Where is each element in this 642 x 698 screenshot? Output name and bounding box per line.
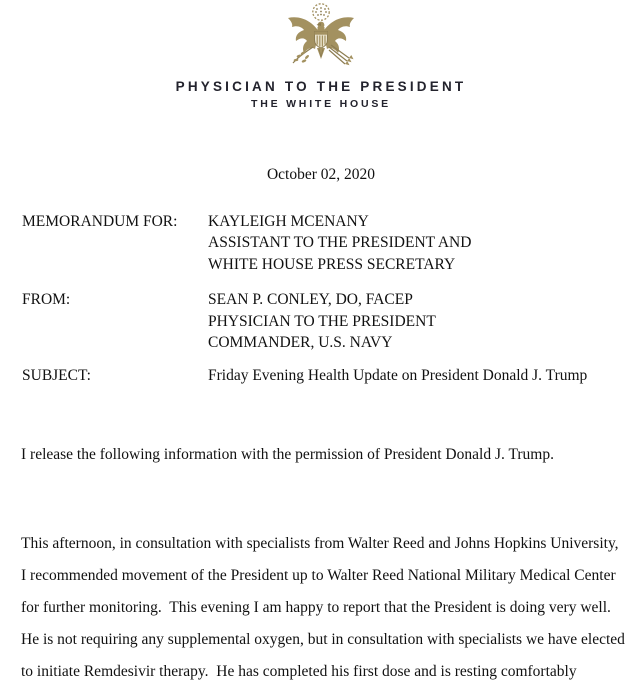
letterhead-subtitle: THE WHITE HOUSE xyxy=(250,98,391,110)
body-paragraph-2-line-4: He is not requiring any supplemental oxygen, but in consultation with specialists we have elected xyxy=(21,631,625,648)
presidential-seal xyxy=(277,1,365,74)
memo-for-recipient-title-2: WHITE HOUSE PRESS SECRETARY xyxy=(208,256,456,273)
memo-subject-text: Friday Evening Health Update on President Donald J. Trump xyxy=(208,367,588,384)
memo-for-label: MEMORANDUM FOR: xyxy=(22,213,178,230)
body-paragraph-2-line-2: I recommended movement of the President up to Walter Reed National Military Medical Center xyxy=(21,567,616,584)
memo-from-label: FROM: xyxy=(22,291,71,308)
memo-from-sender-title-1: PHYSICIAN TO THE PRESIDENT xyxy=(208,313,436,330)
body-paragraph-1: I release the following information with the permission of President Donald J. Trump. xyxy=(21,446,554,463)
memo-from-sender-title-2: COMMANDER, U.S. NAVY xyxy=(208,334,393,351)
letterhead-title: PHYSICIAN TO THE PRESIDENT xyxy=(175,79,467,94)
great-seal-eagle-icon xyxy=(277,1,365,74)
document-date: October 02, 2020 xyxy=(266,166,376,183)
memo-from-sender-name: SEAN P. CONLEY, DO, FACEP xyxy=(208,291,413,308)
body-paragraph-2-line-3: for further monitoring. This evening I am happy to report that the President is doing very well. xyxy=(21,599,611,616)
body-paragraph-2-line-1: This afternoon, in consultation with specialists from Walter Reed and Johns Hopkins University, xyxy=(21,535,619,552)
memo-for-recipient-title-1: ASSISTANT TO THE PRESIDENT AND xyxy=(208,234,472,251)
memo-for-recipient-name: KAYLEIGH MCENANY xyxy=(208,213,369,230)
memo-subject-label: SUBJECT: xyxy=(22,367,91,384)
body-paragraph-2-line-5: to initiate Remdesivir therapy. He has completed his first dose and is resting comfortably xyxy=(21,663,577,680)
